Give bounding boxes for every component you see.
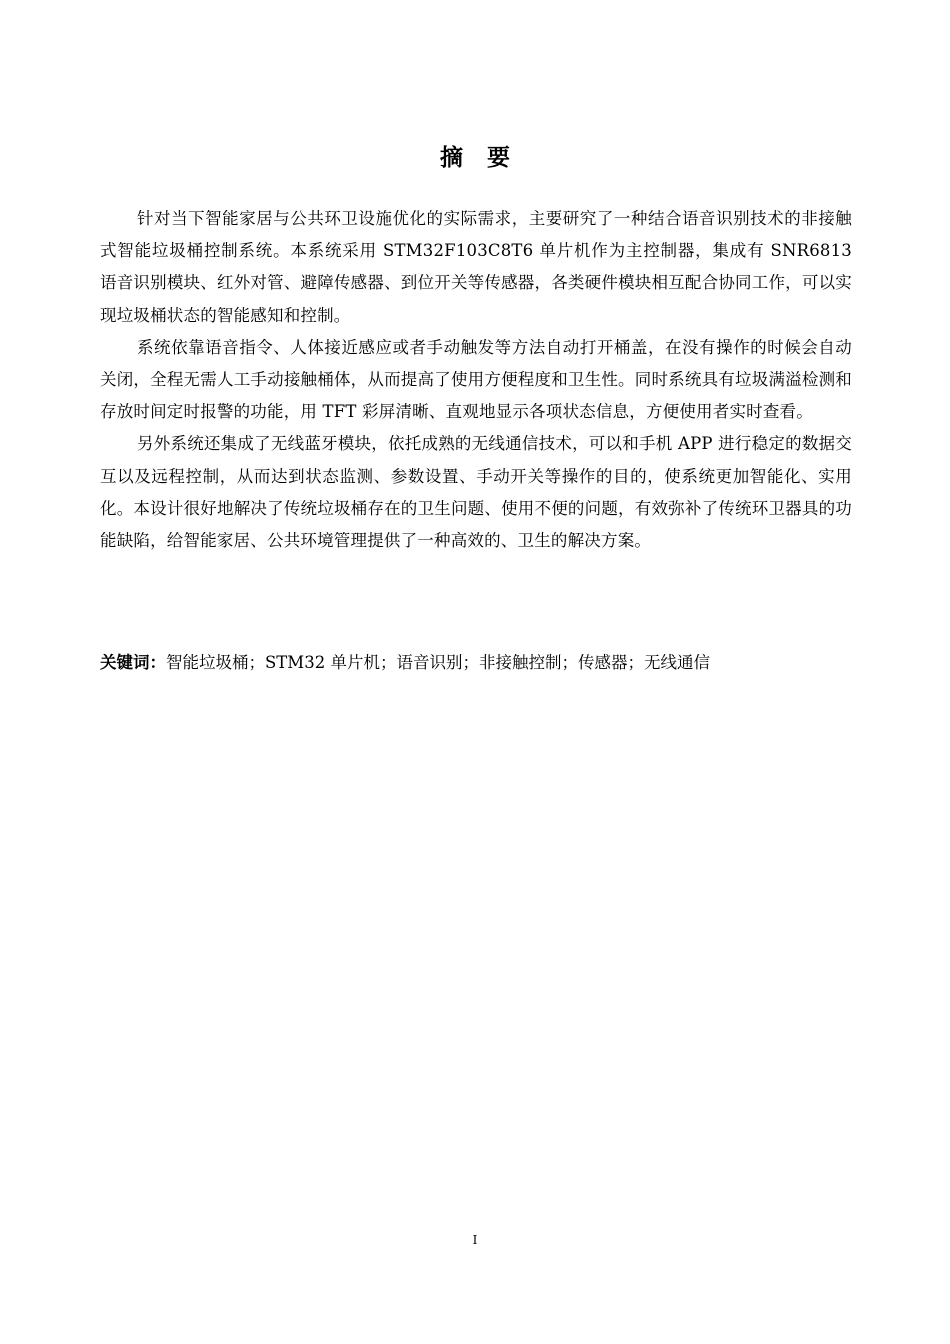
abstract-paragraph-3: 另外系统还集成了无线蓝牙模块，依托成熟的无线通信技术，可以和手机 APP 进行稳定的数据交互以及远程控制，从而达到状态监测、参数设置、手动开关等操作的目的，使系统更加智能化、实用化。本设计很好地解决了传统垃圾桶存在的卫生问题、使用不便的问题，有效弥补了传统环卫器具的功能缺陷，给智能家居、公共环境管理提供了一种高效的、卫生的解决方案。: [100, 434, 852, 551]
page-number: I: [472, 1233, 478, 1247]
abstract-title: 摘要: [440, 145, 534, 171]
keywords-line: [100, 648, 852, 678]
abstract-body: [100, 203, 852, 557]
abstract-paragraph-2: 系统依靠语音指令、人体接近感应或者手动触发等方法自动打开桶盖，在没有操作的时候会自动关闭，全程无需人工手动接触桶体，从而提高了使用方便程度和卫生性。同时系统具有垃圾满溢检测和存放时间定时报警的功能，用 TFT 彩屏清晰、直观地显示各项状态信息，方便使用者实时查看。: [100, 337, 852, 422]
keywords-text: 智能垃圾桶；STM32 单片机；语音识别；非接触控制；传感器；无线通信: [166, 653, 710, 672]
abstract-paragraph-1: 针对当下智能家居与公共环卫设施优化的实际需求，主要研究了一种结合语音识别技术的非接触式智能垃圾桶控制系统。本系统采用 STM32F103C8T6 单片机作为主控制器，集成有 SNR6813 语音识别模块、红外对管、避障传感器、到位开关等传感器，各类硬件模块相互配合协同工作，可以实现垃圾桶状态的智能感知和控制。: [100, 209, 852, 325]
keywords-label: 关键词：: [100, 653, 166, 672]
